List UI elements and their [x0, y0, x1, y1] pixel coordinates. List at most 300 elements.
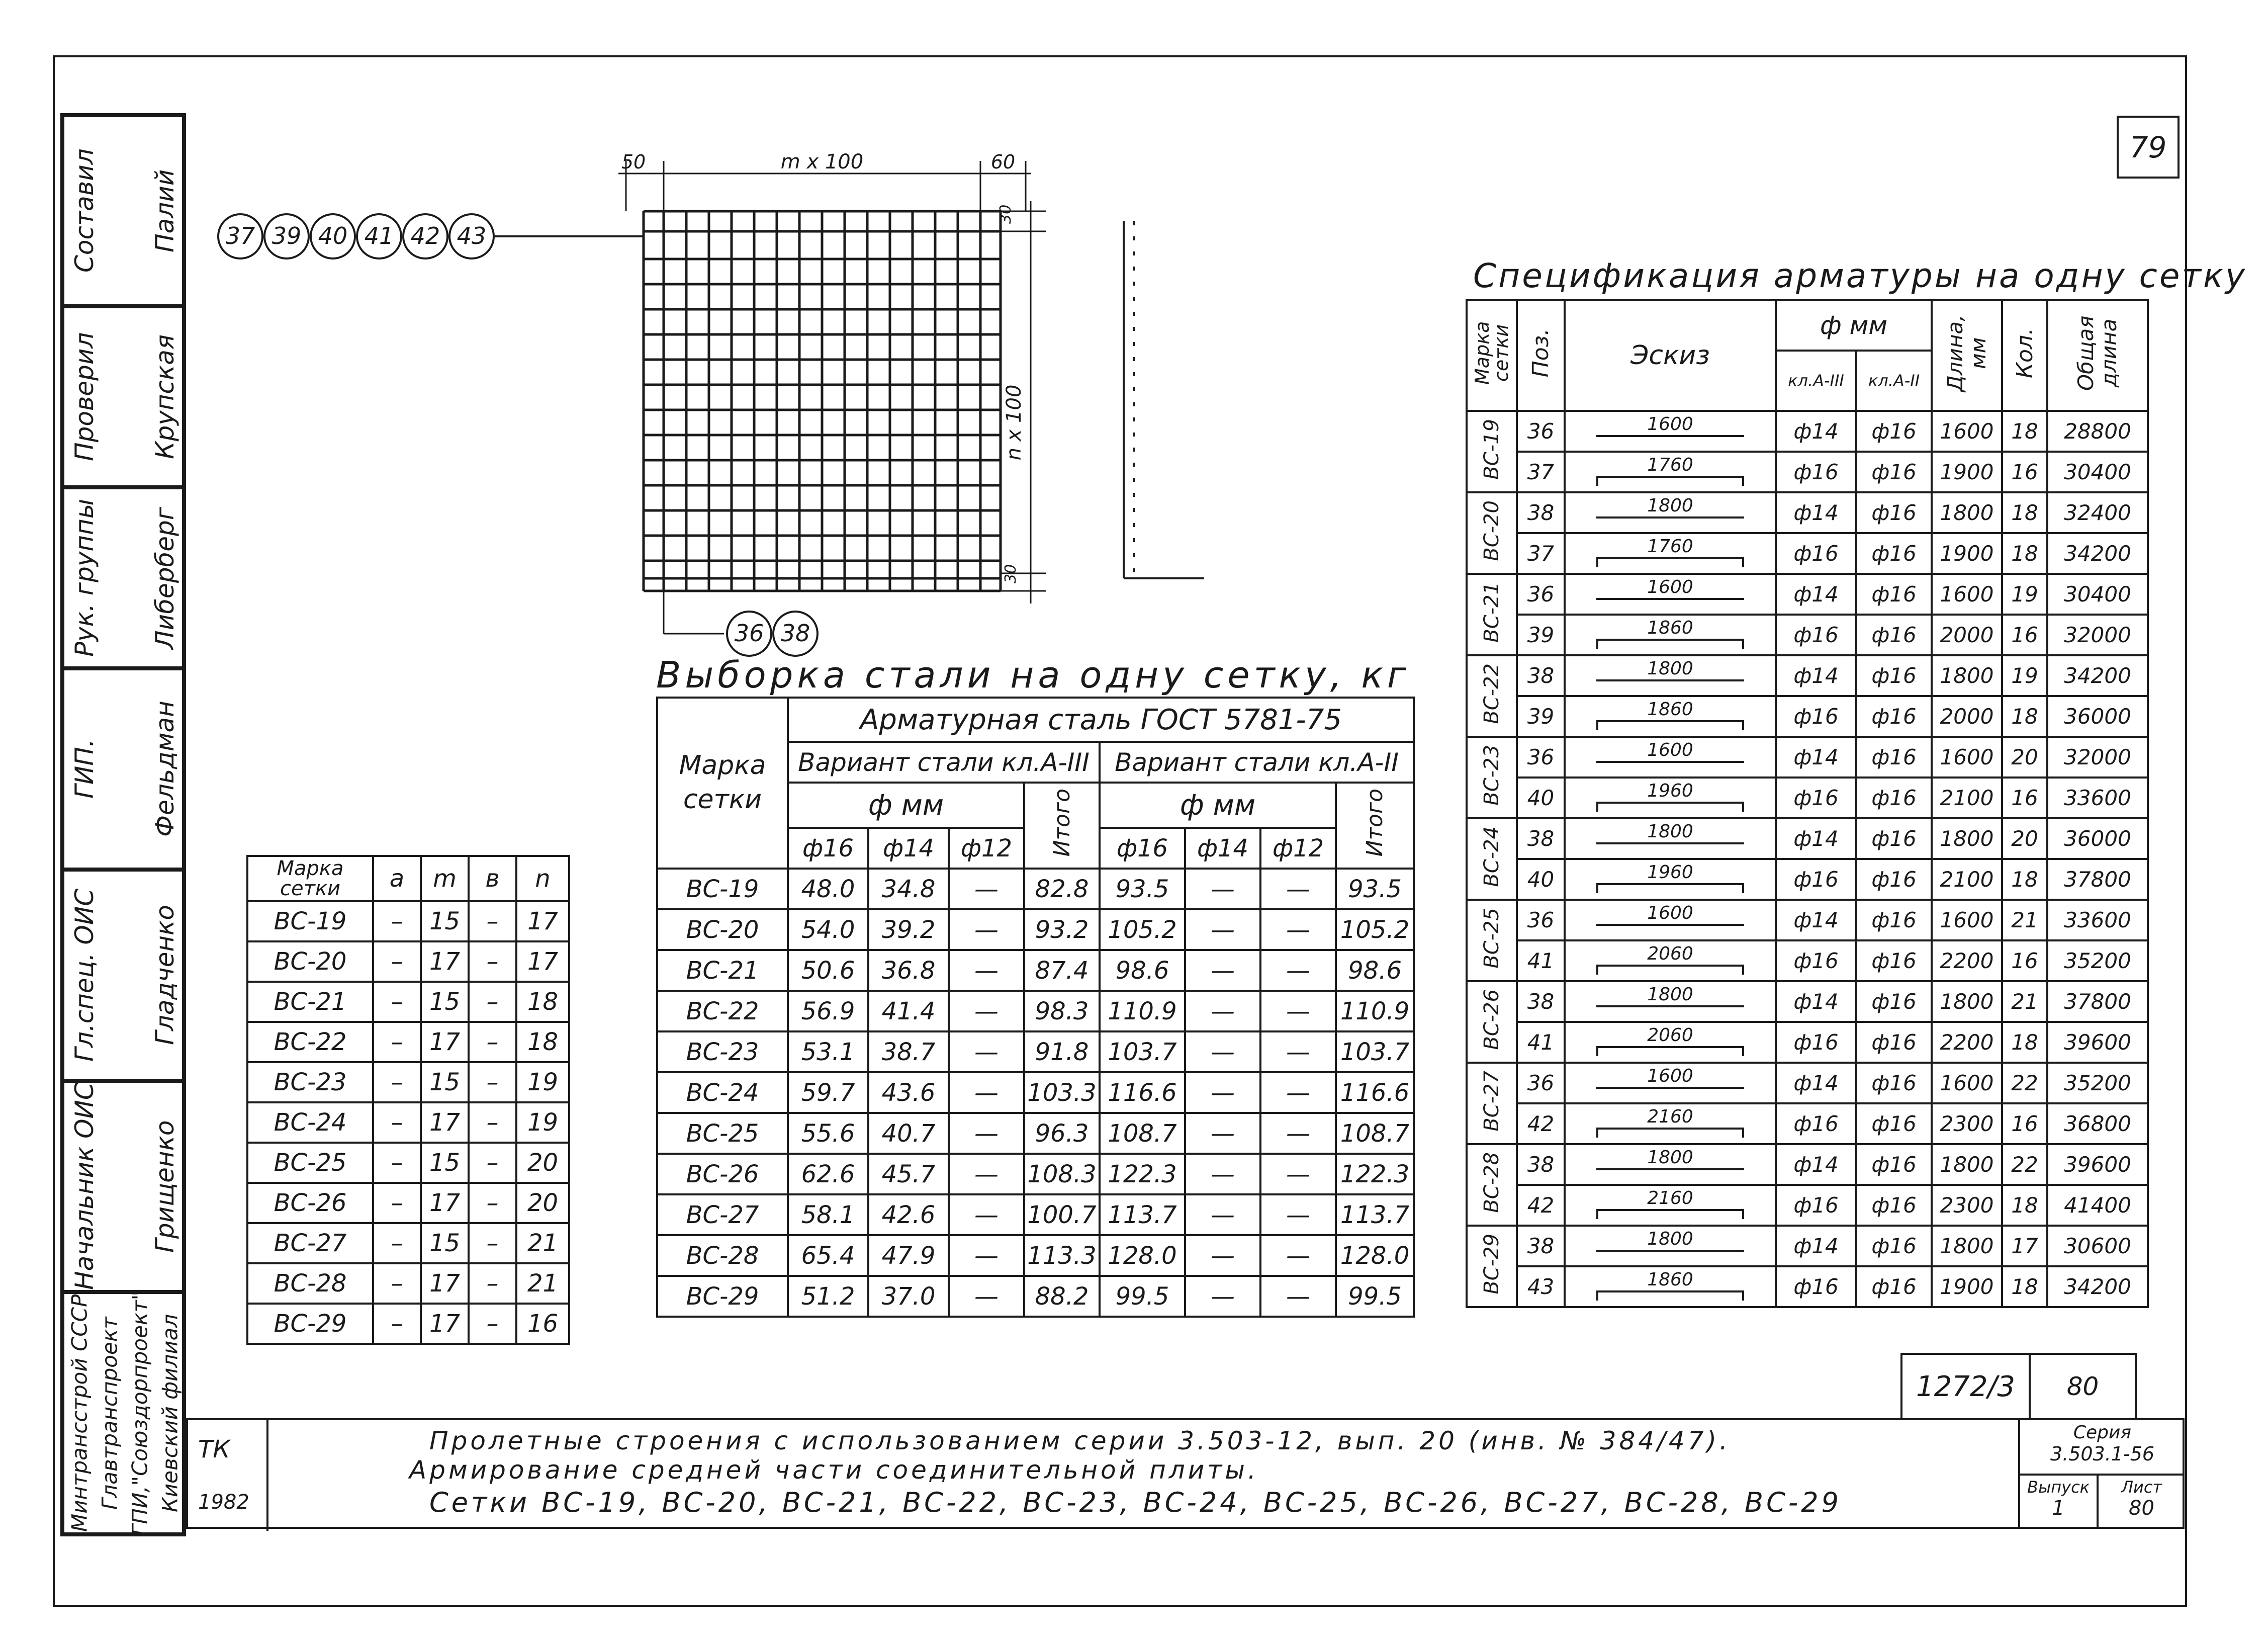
table-row	[247, 1263, 569, 1304]
col-a: а	[373, 856, 421, 901]
steel-weight-cell: 91.8	[1024, 1031, 1100, 1072]
straight-bar-sketch	[1568, 412, 1773, 451]
footer-line-2: Армирование средней части соединительной плиты.	[409, 1455, 1259, 1485]
spec-mark-label: ВС-27	[1480, 1070, 1503, 1132]
param-cell: 17	[421, 1022, 469, 1062]
steel-weight-cell: 42.6	[868, 1194, 949, 1235]
spec-pos-cell: 36	[1517, 1063, 1565, 1103]
param-cell: –	[469, 1304, 516, 1344]
steel-sub-a14: ф14	[868, 828, 949, 869]
dim-right-top: 30	[997, 204, 1015, 224]
hooked-bar-sketch	[1568, 779, 1773, 817]
spec-value-cell: 22	[2002, 1144, 2047, 1185]
steel-weight-cell: 98.3	[1024, 991, 1100, 1031]
spec-value-cell: ф16	[1856, 778, 1932, 818]
steel-weight-cell: 51.2	[788, 1276, 868, 1317]
bar-line	[1596, 1087, 1744, 1089]
spec-pos-cell: 36	[1517, 737, 1565, 778]
bar-length-label: 1800	[1647, 984, 1693, 1005]
spec-sketch-cell	[1565, 696, 1776, 737]
spec-value-cell: ф16	[1776, 615, 1856, 655]
table-row	[247, 1143, 569, 1183]
steel-group-header: Арматурная сталь ГОСТ 5781-75	[788, 698, 1414, 742]
param-cell: 17	[421, 1102, 469, 1143]
steel-weight-cell: 59.7	[788, 1072, 868, 1113]
mesh-mark-cell: ВС-27	[657, 1194, 788, 1235]
straight-bar-sketch	[1568, 982, 1773, 1021]
spec-mark-cell	[1467, 1063, 1517, 1144]
spec-value-cell: 33600	[2047, 778, 2148, 818]
stamp-role-2: Проверил	[70, 332, 99, 462]
straight-bar-sketch	[1568, 738, 1773, 776]
bar-line	[1596, 965, 1744, 975]
steel-selection-table	[656, 697, 1415, 1318]
param-cell: 19	[516, 1102, 569, 1143]
steel-sub-a12: ф12	[949, 828, 1024, 869]
param-cell: –	[373, 901, 421, 941]
steel-weight-cell: 45.7	[868, 1154, 949, 1194]
spec-value-cell: 1800	[1932, 981, 2002, 1022]
bar-length-label: 1600	[1647, 1066, 1693, 1086]
spec-value-cell: ф16	[1776, 1022, 1856, 1063]
mesh-mark-cell: ВС-22	[247, 1022, 373, 1062]
table-row	[1467, 615, 2148, 655]
spec-sketch-cell	[1565, 411, 1776, 452]
mesh-mark-cell: ВС-22	[657, 991, 788, 1031]
spec-mark-label: ВС-25	[1480, 907, 1503, 969]
spec-value-cell: 18	[2002, 533, 2047, 574]
spec-value-cell: ф16	[1856, 859, 1932, 900]
spec-value-cell: 16	[2002, 940, 2047, 981]
param-cell: –	[373, 1062, 421, 1102]
spec-sketch-cell	[1565, 615, 1776, 655]
spec-value-cell: 1800	[1932, 492, 2002, 533]
spec-value-cell: 30400	[2047, 574, 2148, 615]
steel-weight-cell: 50.6	[788, 950, 868, 991]
doc-sheet: 80	[2066, 1372, 2099, 1401]
spec-pos-cell: 36	[1517, 574, 1565, 615]
spec-value-cell: ф16	[1856, 1022, 1932, 1063]
spec-value-cell: 2000	[1932, 615, 2002, 655]
steel-weight-cell: —	[1185, 1031, 1260, 1072]
mesh-mark-cell: ВС-26	[247, 1183, 373, 1223]
table-row	[657, 1235, 1414, 1276]
param-cell: –	[373, 1143, 421, 1183]
mesh-drawing	[201, 141, 1207, 674]
spec-value-cell: 20	[2002, 818, 2047, 859]
spec-value-cell: 1800	[1932, 818, 2002, 859]
mesh-section	[1124, 221, 1204, 578]
bar-length-label: 1800	[1647, 1147, 1693, 1168]
spec-mark-label: ВС-19	[1480, 418, 1503, 480]
steel-weight-cell: —	[949, 1031, 1024, 1072]
spec-value-cell: ф16	[1856, 1144, 1932, 1185]
param-cell: 18	[516, 1022, 569, 1062]
spec-sketch-cell	[1565, 574, 1776, 615]
sheet-value: 80	[2129, 1497, 2154, 1520]
spec-value-cell: ф14	[1776, 737, 1856, 778]
table-row	[1467, 1144, 2148, 1185]
spec-col-pos: Поз.	[1517, 300, 1565, 411]
table-row	[1467, 778, 2148, 818]
steel-weight-cell: —	[1260, 1113, 1336, 1154]
stamp-name-5: Гладченко	[150, 905, 179, 1046]
spec-value-cell: 32400	[2047, 492, 2148, 533]
table-row	[657, 950, 1414, 991]
table-row	[1467, 818, 2148, 859]
param-cell: 18	[516, 982, 569, 1022]
spec-value-cell: 18	[2002, 1266, 2047, 1307]
table-row	[247, 1223, 569, 1263]
stamp-name-1: Палий	[150, 169, 179, 252]
mesh-mark-cell: ВС-20	[657, 909, 788, 950]
steel-weight-cell: 62.6	[788, 1154, 868, 1194]
bar-length-label: 1860	[1647, 699, 1693, 720]
spec-value-cell: 19	[2002, 574, 2047, 615]
spec-col-phi: ф мм	[1776, 300, 1932, 351]
spec-value-cell: 34200	[2047, 533, 2148, 574]
spec-mark-label: ВС-26	[1480, 989, 1503, 1050]
steel-weight-cell: —	[949, 1072, 1024, 1113]
steel-weight-cell: —	[1185, 1072, 1260, 1113]
steel-weight-cell: 56.9	[788, 991, 868, 1031]
spec-col-cl3: кл.А-III	[1776, 351, 1856, 411]
bar-length-label: 1600	[1647, 903, 1693, 923]
title-block	[186, 1418, 2185, 1529]
bar-line	[1596, 679, 1744, 681]
table-row	[657, 1072, 1414, 1113]
spec-value-cell: 28800	[2047, 411, 2148, 452]
specification-table	[1466, 299, 2149, 1308]
table-row	[1467, 900, 2148, 940]
steel-weight-cell: 40.7	[868, 1113, 949, 1154]
stamp-row-4	[62, 668, 184, 870]
steel-table-title: Выборка стали на одну сетку, кг	[656, 654, 1410, 696]
steel-weight-cell: 108.7	[1336, 1113, 1414, 1154]
spec-value-cell: 18	[2002, 492, 2047, 533]
mesh-mark-cell: ВС-28	[247, 1263, 373, 1304]
table-row	[657, 1194, 1414, 1235]
straight-bar-sketch	[1568, 1227, 1773, 1265]
spec-mark-label: ВС-24	[1480, 826, 1503, 887]
steel-weight-cell: 93.5	[1336, 869, 1414, 909]
spec-sketch-cell	[1565, 778, 1776, 818]
spec-mark-label: ВС-28	[1480, 1152, 1503, 1213]
steel-weight-cell: 93.2	[1024, 909, 1100, 950]
spec-value-cell: ф16	[1856, 1266, 1932, 1307]
steel-weight-cell: 113.3	[1024, 1235, 1100, 1276]
bar-line	[1596, 435, 1744, 437]
spec-value-cell: 37800	[2047, 859, 2148, 900]
spec-pos-cell: 38	[1517, 1226, 1565, 1266]
org-line-3: ГПИ,"Союздорпроект"	[127, 1290, 152, 1536]
spec-value-cell: 18	[2002, 859, 2047, 900]
spec-pos-cell: 38	[1517, 655, 1565, 696]
spec-value-cell: 35200	[2047, 1063, 2148, 1103]
straight-bar-sketch	[1568, 656, 1773, 695]
spec-value-cell: 34200	[2047, 655, 2148, 696]
spec-value-cell: ф16	[1856, 655, 1932, 696]
steel-weight-cell: —	[1185, 869, 1260, 909]
bar-line	[1596, 720, 1744, 730]
spec-value-cell: 2200	[1932, 940, 2002, 981]
hooked-bar-sketch	[1568, 1267, 1773, 1306]
steel-weight-cell: 82.8	[1024, 869, 1100, 909]
bar-line	[1596, 802, 1744, 812]
spec-value-cell: 35200	[2047, 940, 2148, 981]
spec-col-qty: Кол.	[2002, 300, 2047, 411]
steel-weight-cell: 110.9	[1336, 991, 1414, 1031]
table-row	[1467, 492, 2148, 533]
steel-weight-cell: —	[1185, 1194, 1260, 1235]
param-cell: 20	[516, 1183, 569, 1223]
spec-value-cell: 18	[2002, 411, 2047, 452]
table-row	[1467, 696, 2148, 737]
param-cell: –	[373, 941, 421, 982]
col-b: в	[469, 856, 516, 901]
param-cell: –	[373, 982, 421, 1022]
straight-bar-sketch	[1568, 575, 1773, 614]
spec-value-cell: 1800	[1932, 1144, 2002, 1185]
bar-line	[1596, 639, 1744, 649]
spec-value-cell: 20	[2002, 737, 2047, 778]
spec-sketch-cell	[1565, 1266, 1776, 1307]
steel-sub-b16: ф16	[1100, 828, 1185, 869]
steel-sub-b14: ф14	[1185, 828, 1260, 869]
bar-line	[1596, 1250, 1744, 1252]
left-stamp	[60, 113, 186, 1536]
mesh-mark-cell: ВС-27	[247, 1223, 373, 1263]
spec-value-cell: ф16	[1856, 696, 1932, 737]
bar-line	[1596, 761, 1744, 763]
steel-variant-b: Вариант стали кл.А-II	[1100, 742, 1414, 783]
spec-value-cell: ф16	[1856, 1063, 1932, 1103]
steel-weight-cell: 55.6	[788, 1113, 868, 1154]
doc-sheet-box	[2029, 1353, 2137, 1418]
steel-weight-cell: —	[949, 991, 1024, 1031]
steel-weight-cell: —	[1260, 1276, 1336, 1317]
spec-value-cell: 16	[2002, 615, 2047, 655]
spec-value-cell: 2100	[1932, 778, 2002, 818]
steel-weight-cell: —	[1260, 1235, 1336, 1276]
steel-weight-cell: —	[1185, 1154, 1260, 1194]
mark-39: 39	[271, 222, 302, 249]
spec-value-cell: 36000	[2047, 696, 2148, 737]
bar-line	[1596, 883, 1744, 893]
spec-value-cell: ф16	[1856, 900, 1932, 940]
table-row	[1467, 655, 2148, 696]
spec-mark-cell	[1467, 411, 1517, 492]
series-value: 3.503.1-56	[2050, 1443, 2155, 1465]
spec-value-cell: ф14	[1776, 900, 1856, 940]
straight-bar-sketch	[1568, 1064, 1773, 1102]
doc-code-box	[1900, 1353, 2029, 1418]
straight-bar-sketch	[1568, 1145, 1773, 1184]
hooked-bar-sketch	[1568, 1023, 1773, 1062]
bar-length-label: 1600	[1647, 414, 1693, 435]
param-cell: 15	[421, 1062, 469, 1102]
bar-line	[1596, 842, 1744, 844]
spec-sketch-cell	[1565, 1022, 1776, 1063]
spec-value-cell: 39600	[2047, 1022, 2148, 1063]
bar-line	[1596, 557, 1744, 567]
steel-weight-cell: 122.3	[1100, 1154, 1185, 1194]
spec-value-cell: ф14	[1776, 574, 1856, 615]
issue-value: 1	[2052, 1497, 2065, 1520]
table-row	[247, 1183, 569, 1223]
bar-line	[1596, 1290, 1744, 1301]
steel-weight-cell: 103.3	[1024, 1072, 1100, 1113]
param-cell: 21	[516, 1263, 569, 1304]
spec-sketch-cell	[1565, 981, 1776, 1022]
spec-sketch-cell	[1565, 1063, 1776, 1103]
spec-sketch-cell	[1565, 533, 1776, 574]
steel-phi-b: ф мм	[1100, 783, 1336, 828]
table-row	[1467, 1226, 2148, 1266]
series-label: Серия	[2073, 1422, 2132, 1443]
mesh-mark-cell: ВС-24	[657, 1072, 788, 1113]
bar-length-label: 1800	[1647, 821, 1693, 842]
sheet-number: 79	[2129, 130, 2167, 164]
steel-total-a: Итого	[1024, 783, 1100, 869]
table-row	[657, 1031, 1414, 1072]
bar-length-label: 1860	[1647, 618, 1693, 638]
bar-length-label: 1760	[1647, 536, 1693, 557]
spec-value-cell: ф14	[1776, 1144, 1856, 1185]
mesh-mark-cell: ВС-26	[657, 1154, 788, 1194]
spec-value-cell: ф14	[1776, 1226, 1856, 1266]
spec-pos-cell: 42	[1517, 1103, 1565, 1144]
spec-pos-cell: 38	[1517, 492, 1565, 533]
param-cell: –	[469, 1022, 516, 1062]
spec-value-cell: ф14	[1776, 655, 1856, 696]
spec-value-cell: ф16	[1856, 940, 1932, 981]
issue-cell	[2018, 1476, 2099, 1529]
steel-weight-cell: 88.2	[1024, 1276, 1100, 1317]
sheet-label: Лист	[2121, 1478, 2162, 1497]
spec-value-cell: ф16	[1856, 574, 1932, 615]
steel-weight-cell: —	[949, 1194, 1024, 1235]
steel-weight-cell: —	[1260, 909, 1336, 950]
stamp-row-2	[62, 306, 184, 487]
spec-sketch-cell	[1565, 940, 1776, 981]
footer-line-3: Сетки ВС-19, ВС-20, ВС-21, ВС-22, ВС-23, ВС-24, ВС-25, ВС-26, ВС-27, ВС-28, ВС-29	[429, 1487, 1842, 1518]
bar-line	[1596, 598, 1744, 600]
table-row	[657, 1154, 1414, 1194]
spec-value-cell: 1600	[1932, 737, 2002, 778]
bar-length-label: 1960	[1647, 862, 1693, 883]
steel-weight-cell: 39.2	[868, 909, 949, 950]
steel-weight-cell: 36.8	[868, 950, 949, 991]
spec-value-cell: 21	[2002, 981, 2047, 1022]
mark-37: 37	[225, 222, 255, 249]
mesh-mark-cell: ВС-20	[247, 941, 373, 982]
stamp-role-5: Гл.спец. ОИС	[70, 888, 99, 1062]
spec-value-cell: 16	[2002, 778, 2047, 818]
spec-pos-cell: 40	[1517, 859, 1565, 900]
steel-weight-cell: 116.6	[1100, 1072, 1185, 1113]
sheet-cell	[2099, 1476, 2185, 1529]
table-row	[1467, 1022, 2148, 1063]
param-cell: 17	[421, 941, 469, 982]
bar-length-label: 2060	[1647, 1025, 1693, 1046]
bar-length-label: 1600	[1647, 740, 1693, 760]
footer-line-1: Пролетные строения с использованием серии 3.503-12, вып. 20 (инв. № 384/47).	[429, 1426, 1731, 1455]
steel-sub-a16: ф16	[788, 828, 868, 869]
dim-top-right: 60	[990, 151, 1016, 173]
spec-value-cell: ф14	[1776, 818, 1856, 859]
spec-value-cell: 1800	[1932, 655, 2002, 696]
param-cell: –	[373, 1102, 421, 1143]
stamp-name-6: Грищенко	[150, 1120, 179, 1253]
spec-value-cell: 17	[2002, 1226, 2047, 1266]
spec-sketch-cell	[1565, 1103, 1776, 1144]
col-n: n	[516, 856, 569, 901]
mesh-mark-cell: ВС-19	[657, 869, 788, 909]
dim-top-left: 50	[621, 151, 646, 173]
steel-weight-cell: —	[1260, 1031, 1336, 1072]
spec-sketch-cell	[1565, 737, 1776, 778]
mesh-mark-cell: ВС-24	[247, 1102, 373, 1143]
spec-value-cell: 18	[2002, 1185, 2047, 1226]
spec-mark-cell	[1467, 981, 1517, 1063]
spec-value-cell: ф16	[1856, 737, 1932, 778]
stamp-row-6	[62, 1081, 184, 1292]
bar-line	[1596, 924, 1744, 926]
table-row	[247, 1102, 569, 1143]
spec-value-cell: ф16	[1776, 452, 1856, 492]
spec-value-cell: 36800	[2047, 1103, 2148, 1144]
steel-weight-cell: —	[1260, 950, 1336, 991]
bar-length-label: 2160	[1647, 1188, 1693, 1209]
param-cell: 15	[421, 982, 469, 1022]
straight-bar-sketch	[1568, 819, 1773, 858]
spec-pos-cell: 38	[1517, 1144, 1565, 1185]
steel-weight-cell: 53.1	[788, 1031, 868, 1072]
mesh-mark-cell: ВС-29	[657, 1276, 788, 1317]
steel-weight-cell: 113.7	[1100, 1194, 1185, 1235]
steel-weight-cell: 105.2	[1336, 909, 1414, 950]
steel-weight-cell: —	[949, 869, 1024, 909]
bar-length-label: 1860	[1647, 1269, 1693, 1290]
steel-weight-cell: —	[1260, 991, 1336, 1031]
steel-weight-cell: —	[949, 1154, 1024, 1194]
table-row	[657, 869, 1414, 909]
spec-pos-cell: 39	[1517, 696, 1565, 737]
steel-weight-cell: 108.7	[1100, 1113, 1185, 1154]
steel-weight-cell: 110.9	[1100, 991, 1185, 1031]
steel-weight-cell: 48.0	[788, 869, 868, 909]
spec-value-cell: 34200	[2047, 1266, 2148, 1307]
table-row	[1467, 1103, 2148, 1144]
spec-value-cell: 1600	[1932, 900, 2002, 940]
spec-value-cell: 18	[2002, 1022, 2047, 1063]
steel-total-b: Итого	[1336, 783, 1414, 869]
org-line-2: Главтранспроект	[97, 1317, 122, 1510]
table-row	[1467, 574, 2148, 615]
spec-value-cell: 2300	[1932, 1185, 2002, 1226]
col-m: m	[421, 856, 469, 901]
mesh-mark-cell: ВС-25	[247, 1143, 373, 1183]
table-row	[247, 1304, 569, 1344]
steel-weight-cell: —	[949, 909, 1024, 950]
spec-value-cell: 2300	[1932, 1103, 2002, 1144]
spec-value-cell: ф14	[1776, 492, 1856, 533]
hooked-bar-sketch	[1568, 860, 1773, 899]
table-row	[247, 1062, 569, 1102]
table-row	[1467, 737, 2148, 778]
param-cell: 19	[516, 1062, 569, 1102]
